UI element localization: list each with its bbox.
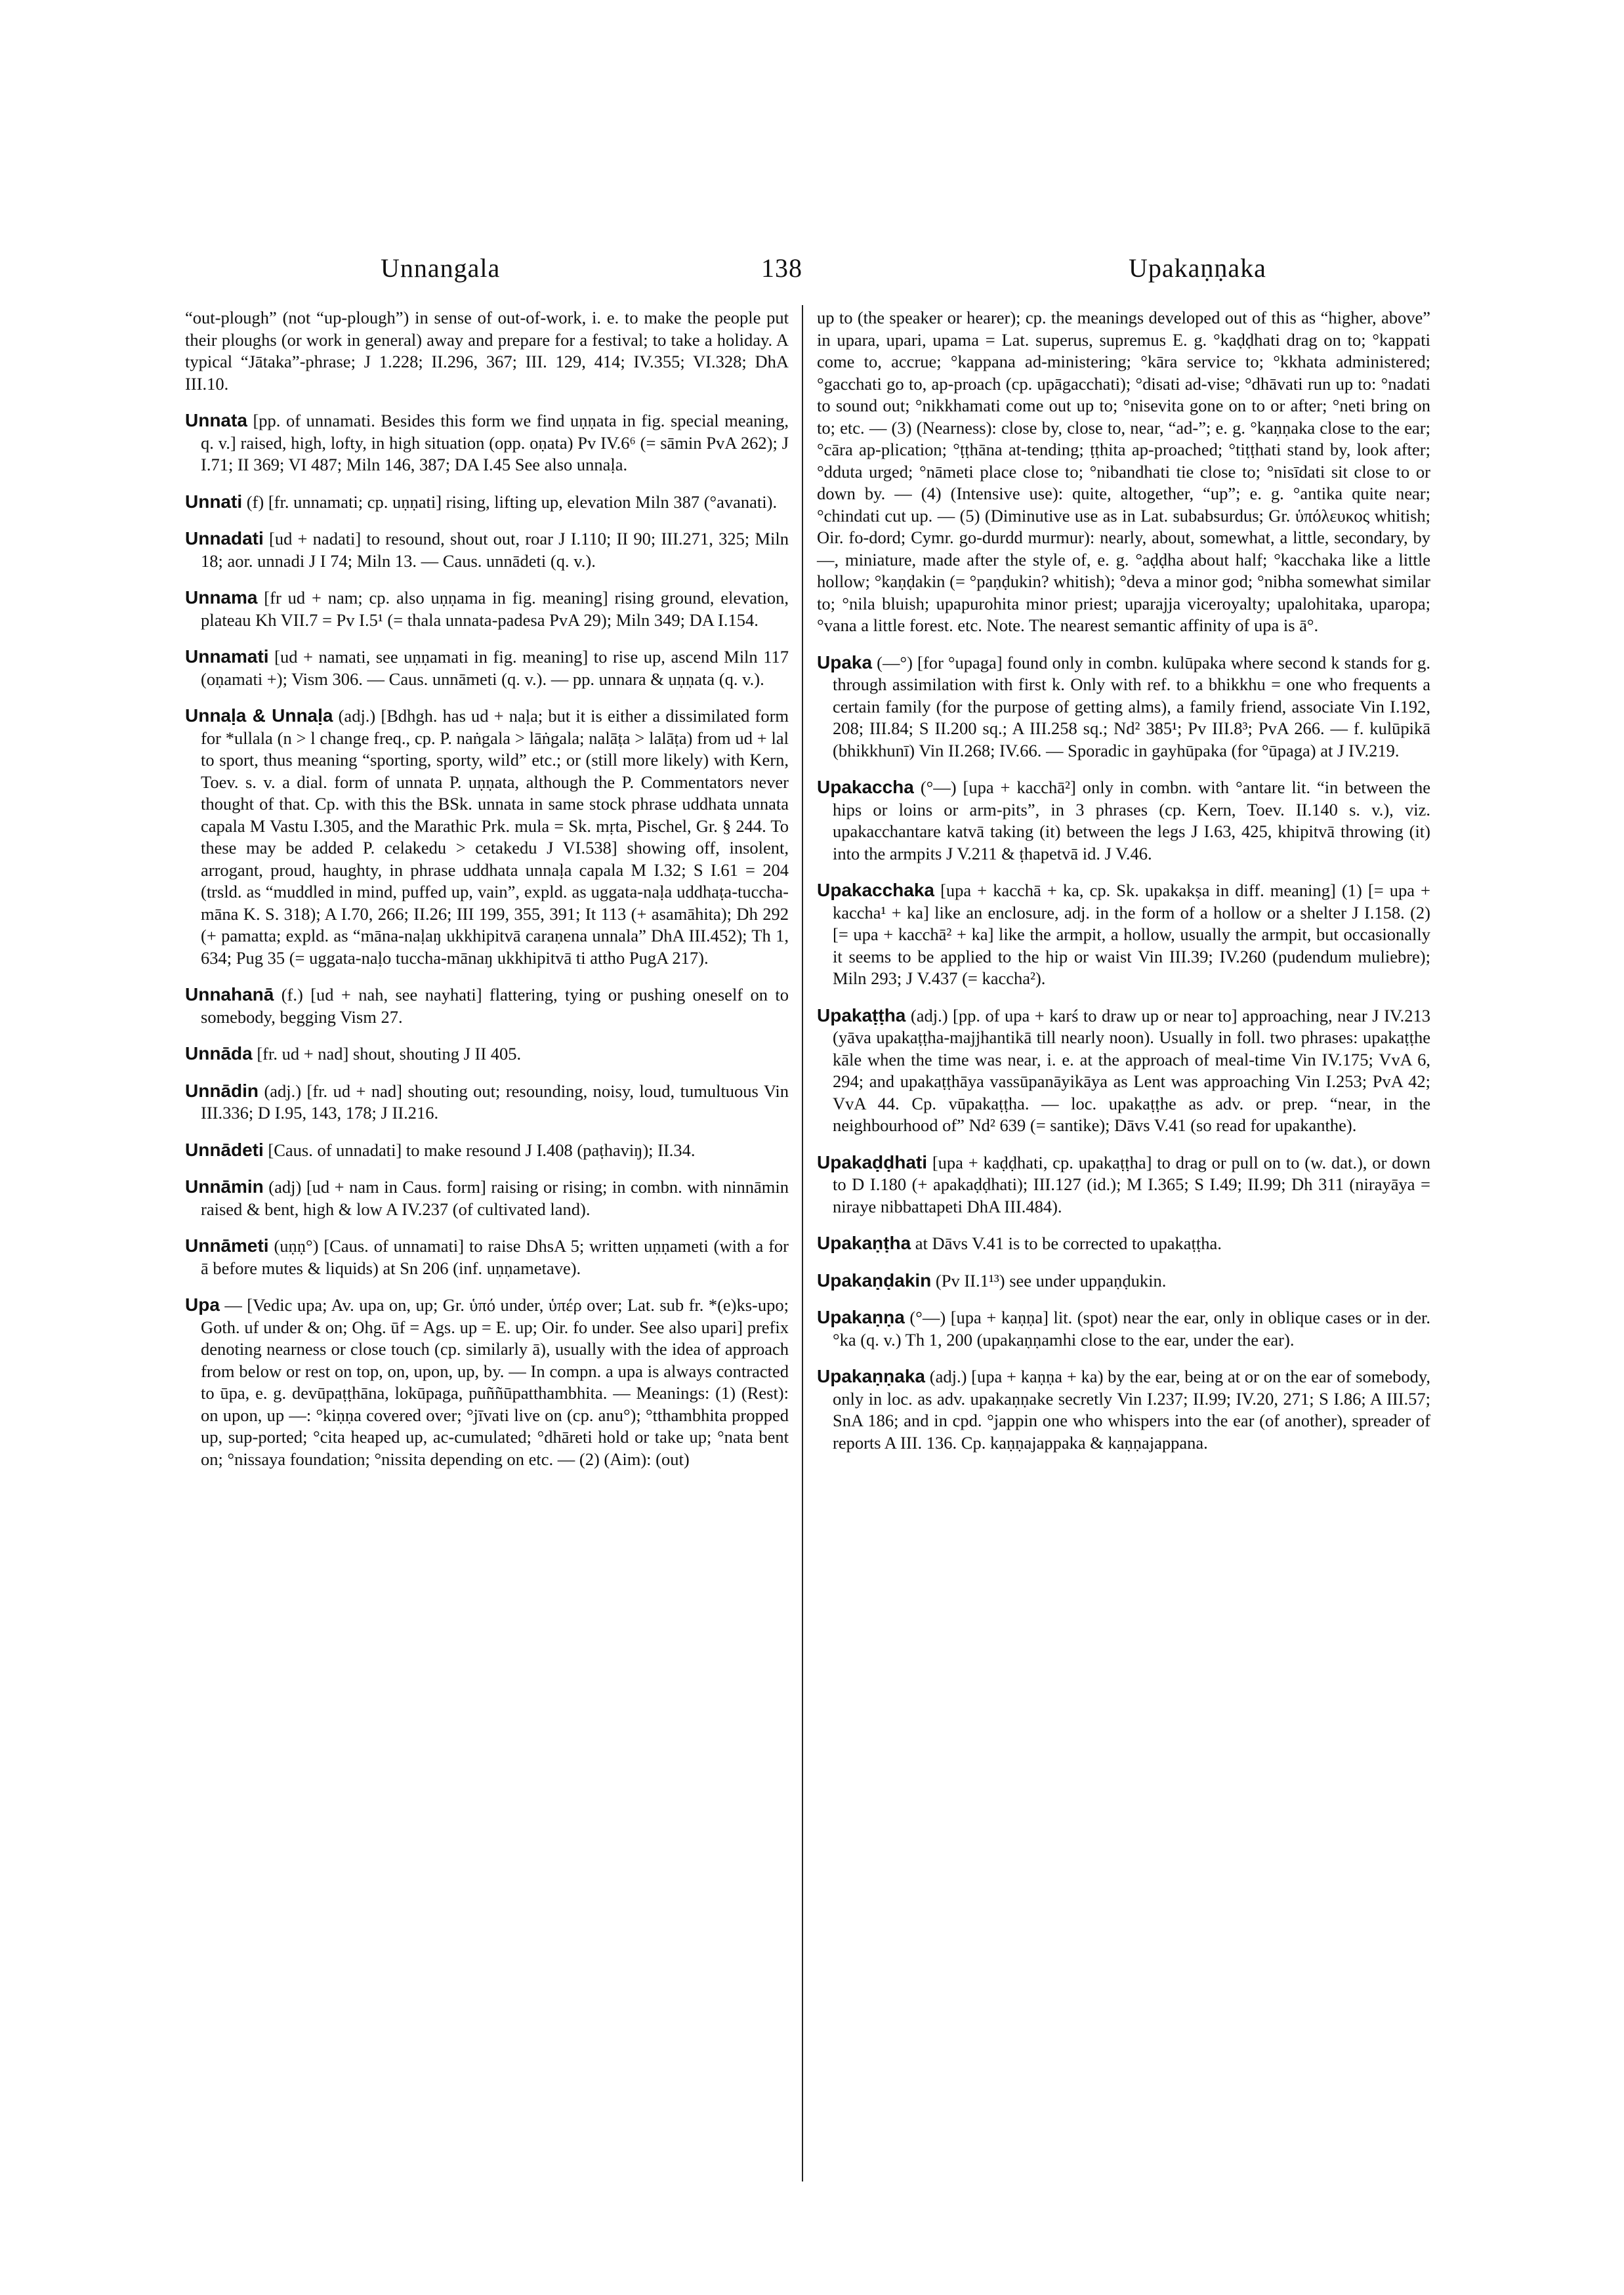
entry-text: [ud + nadati] to resound, shout out, roar J I.110; II 90; III.271, 325; Miln 18; aor. unnadi J I 74; Miln 13. — Caus. unnādeti (q. v.). [201,529,789,571]
entry-text: [fr. ud + nad] shout, shouting J II 405. [252,1044,522,1064]
entry-headword: Unnādeti [185,1139,264,1160]
page-number: 138 [761,253,802,283]
entry-headword: Upakaḍḍhati [817,1151,928,1172]
entry-headword: Unnādin [185,1080,259,1101]
header-first-headword: Unnangala [381,253,501,283]
entry-headword: Unnāmin [185,1176,264,1197]
dictionary-entry [817,1004,1430,1137]
entry-text: (adj.) [pp. of upa + karś to draw up or near to] approaching, near J IV.213 (yāva upakaṭṭha-majjhantikā till nearly noon). Usually in foll. two phrases: upakaṭṭhe kāle when the time was near, i. e. at the approach of meal-time Vin IV.175; VvA 6, 294; and upakaṭṭhāya vassūpanāyikāya as Lent was approaching Vin I.253; PvA 42; VvA 44. Cp. vūpakaṭṭha. — loc. upakaṭṭhe as adv. or prep. “near, in the neighbourhood of” Nd² 639 (= santike); Dāvs V.41 (so read for upakanthe). [833,1005,1430,1135]
entry-text: (adj.) [upa + kaṇṇa + ka) by the ear, being at or on the ear of somebody, only in loc. as adv. upakaṇṇake secretly Vin I.237; II.99; IV.20, 271; S I.86; A III.57; SnA 186; and in cpd. °jappin one who whispers into the ear (of another), spreader of reports A III. 136. Cp. kaṇṇajappaka & kaṇṇajappana. [833,1367,1430,1453]
dictionary-entry [817,651,1430,762]
column-divider [802,305,803,2181]
entry-text: “out-plough” (not “up-plough”) in sense of out-of-work, i. e. to make the people put their ploughs (or work in general) away and prepare for a festival; to take a holiday. A typical “Jātaka”-phrase; J 1.228; II.296, 367; III. 129, 414; IV.355; VI.328; DhA III.10. [185,308,789,394]
entry-text: — [Vedic upa; Av. upa on, up; Gr. ὑπό under, ὑπέρ over; Lat. sub fr. *(e)ks-upo; Goth. uf under & on; Ohg. ūf = Ags. up = E. up; Oir. fo under. See also upari] prefix denoting nearness or close touch (cp. similarly ā), usually with the idea of approach from below or rest on top, on, upon, up, by. — In compn. a upa is always contracted to ūpa, e. g. devūpaṭṭhāna, lokūpaga, puññūpatthambhita. — Meanings: (1) (Rest): on upon, up —: °kiṇṇa covered over; °jīvati live on (cp. anu°); °tthambhita propped up, sup-ported; °cita heaped up, ac-cumulated; °dhāreti hold or take up; °nata bent on; °nissaya foundation; °nissita depending on etc. — (2) (Aim): (out) [201,1295,789,1469]
dictionary-entry [817,776,1430,865]
dictionary-entry [185,527,789,572]
entry-text: [ud + namati, see uṇṇamati in fig. meaning] to rise up, ascend Miln 117 (oṇamati +); Vism 306. — Caus. unnāmeti (q. v.). — pp. unnara & uṇṇata (q. v.). [201,647,789,689]
dictionary-entry [185,646,789,690]
entry-text: (°—) [upa + kacchā²] only in combn. with °antare lit. “in between the hips or loins or arm-pits”, in 3 phrases (cp. Kern, Toev. II.140 s. v.), viz. upakacchantare katvā taking (it) between the legs J I.63, 425, khipitvā throwing (it) into the armpits J V.211 & ṭhapetvā id. J V.46. [833,777,1430,863]
entry-text: [upa + kaḍḍhati, cp. upakaṭṭha] to drag or pull on to (w. dat.), or down to D I.180 (+ apakaḍḍhati); III.127 (id.); M I.365; S I.49; II.99; Dh 311 (nirayāya = niraye nibbattapeti DhA III.484). [833,1152,1430,1216]
entry-headword: Upaka [817,651,873,672]
entry-text: (adj.) [fr. ud + nad] shouting out; resounding, noisy, loud, tumultuous Vin III.336; D I.95, 143, 178; J II.216. [201,1081,789,1123]
dictionary-entry [185,1080,789,1125]
entry-headword: Upakaṇṇa [817,1307,905,1327]
dictionary-entry [817,1365,1430,1454]
header-last-headword: Upakaṇṇaka [1129,253,1266,283]
entry-text: at Dāvs V.41 is to be corrected to upakaṭṭha. [911,1233,1222,1253]
entry-headword: Upakaṇṭha [817,1233,911,1253]
dictionary-entry [185,409,789,476]
entry-headword: Unnata [185,410,247,430]
dictionary-entry [817,1151,1430,1218]
dictionary-entry [817,879,1430,990]
dictionary-entry [185,491,789,514]
entry-headword: Unnama [185,587,258,608]
entry-headword: Upakaṭṭha [817,1004,906,1025]
right-column [817,307,1430,1468]
entry-headword: Unnaḷa & Unnaḷa [185,705,333,726]
entry-text: (adj) [ud + nam in Caus. form] raising or rising; in combn. with ninnāmin raised & bent, high & low A IV.237 (of cultivated land). [201,1177,789,1219]
dictionary-entry [817,307,1430,637]
entry-text: (adj.) [Bdhgh. has ud + naḷa; but it is either a dissimilated form for *ullala (n > l change freq., cp. P. naṅgala > lāṅgala; nalāṭa > lalāṭa) from ud + lal to sport, thus meaning “sporting, sporty, wild” etc.; or (still more likely) with Kern, Toev. s. v. a dial. form of unnata P. uṇṇata, although the P. Commentators never thought of that. Cp. with this the BSk. unnata in same stock phrase uddhata unnata capala M Vastu I.305, and the Marathic Prk. mula = Sk. mṛta, Pischel, Gr. § 244. To these may be added P. celakedu > cetakedu J VI.538] showing off, insolent, arrogant, proud, haughty, in phrase uddhata unnaḷa capala M I.32; S I.61 = 204 (trsld. as “muddled in mind, puffed up, vain”, expld. as uggata-naḷa uddhaṭa-tuccha-māna K. S. 318); A I.70, 266; II.26; III 199, 355, 391; It 113 (+ asamāhita); Dh 292 (+ pamatta; expld. as “māna-naḷaŋ ukkhipitvā caraṇena unnala” DhA III.452); Th 1, 634; Pug 35 (= uggata-naḷo tuccha-mānaŋ ukkhipitvā ti attho PugA 217). [201,706,789,968]
dictionary-entry [817,1232,1430,1255]
dictionary-entry [185,1235,789,1279]
entry-headword: Unnadati [185,528,264,548]
dictionary-entry [185,1294,789,1470]
running-header [0,253,1624,299]
entry-headword: Upakaṇḍakin [817,1270,932,1291]
dictionary-entry [185,1043,789,1065]
entry-headword: Upa [185,1294,220,1315]
entry-text: [pp. of unnamati. Besides this form we find uṇṇata in fig. special meaning, q. v.] raised, high, lofty, in high situation (opp. oṇata) Pv IV.6⁶ (= sāmin PvA 262); J I.71; II 369; VI 487; Miln 146, 387; DA I.45 See also unnaḷa. [201,411,789,474]
entry-text: (—°) [for °upaga] found only in combn. kulūpaka where second k stands for g. through assimilation with first k. Only with ref. to a bhikkhu = one who frequents a certain family (for the purpose of getting alms), a family friend, associate Vin I.192, 208; III.84; S II.200 sq.; A III.258 sq.; Nd² 385¹; Pv III.8³; PvA 266. — f. kulūpikā (bhikkhunī) Vin II.268; IV.66. — Sporadic in gayhūpaka (for °ūpaga) at J IV.219. [833,652,1430,760]
entry-headword: Unnati [185,491,243,512]
entry-text: (uṇṇ°) [Caus. of unnamati] to raise DhsA 5; written uṇṇameti (with a for ā before mutes & liquids) at Sn 206 (inf. uṇṇametave). [201,1236,789,1278]
dictionary-entry [185,587,789,631]
entry-text: (°—) [upa + kaṇṇa] lit. (spot) near the ear, only in oblique cases or in der. °ka (q. v.) Th 1, 200 (upakaṇṇamhi close to the ear, under the ear). [833,1308,1430,1350]
entry-headword: Unnahanā [185,984,274,1004]
dictionary-entry [185,1176,789,1220]
entry-text: [Caus. of unnadati] to make resound J I.408 (paṭhaviŋ); II.34. [263,1140,696,1160]
entry-headword: Unnāmeti [185,1235,269,1256]
dictionary-entry [185,1139,789,1162]
entry-headword: Upakaccha [817,777,914,797]
entry-text: (Pv II.1¹³) see under uppaṇḍukin. [931,1270,1167,1291]
dictionary-entry [185,983,789,1028]
entry-text: up to (the speaker or hearer); cp. the meanings developed out of this as “higher, above” in upara, upari, upama = Lat. superus, supremus E. g. °kaḍḍhati drag on to; °kappati come to, accrue; °kappana ad-ministering; °kāra service to; °kkhata administered; °gacchati go to, ap-proach (cp. upāgacchati); °disati ad-vise; °dhāvati run up to: °nadati to sound out; °nikkhamati come out up to; °nisevita gone on to or after; °neti bring on to; etc. — (3) (Nearness): close by, close to, near, “ad-”; e. g. °kaṇṇaka close to the ear; °cāra ap-plication; °ṭṭhāna at-tending; ṭṭhita ap-proached; °tiṭṭhati stand by, look after; °dduta urged; °nāmeti place close to; °nibandhati tie close to; °nisīdati sit close to or down by. — (4) (Intensive use): quite, altogether, “up”; e. g. °antika quite near; °chindati cut up. — (5) (Diminutive use as in Lat. subabsurdus; Gr. ὑπόλευκος whitish; Oir. fo-dord; Cymr. go-durdd murmur): nearly, about, somewhat, a little, secondary, by —, miniature, made after the style of, e. g. °aḍḍha about half; °kacchaka like a little hollow; °kaṇḍakin (= °paṇḍukin? whitish); °deva a minor god; °nibha somewhat similar to; °nila bluish; upapurohita minor priest; uparajja viceroyalty; upalohitaka, uparopa; °vana a little forest. etc. Note. The nearest semantic affinity of upa is ā°. [817,308,1430,635]
entry-headword: Unnāda [185,1043,253,1064]
entry-text: [fr ud + nam; cp. also uṇṇama in fig. meaning] rising ground, elevation, plateau Kh VII.7 = Pv I.5¹ (= thala unnata-padesa PvA 29); Miln 349; DA I.154. [201,588,789,630]
dictionary-entry [185,705,789,969]
entry-text: (f) [fr. unnamati; cp. uṇṇati] rising, lifting up, elevation Miln 387 (°avanati). [242,491,778,512]
dictionary-entry [185,307,789,395]
entry-headword: Upakacchaka [817,880,935,900]
entry-text: (f.) [ud + nah, see nayhati] flattering, tying or pushing oneself on to somebody, begging Vism 27. [201,985,789,1027]
dictionary-entry [817,1270,1430,1292]
entry-text: [upa + kacchā + ka, cp. Sk. upakakṣa in diff. meaning] (1) [= upa + kaccha¹ + ka] like an enclosure, adj. in the form of a hollow or a shelter J I.158. (2) [= upa + kacchā² + ka] like the armpit, a hollow, usually the armpit, but occasionally it seems to be applied to the hip or waist Vin III.39; IV.260 (pudendum muliebre); Miln 293; J V.437 (= kaccha²). [833,880,1430,988]
entry-headword: Upakaṇṇaka [817,1366,925,1386]
dictionary-entry [817,1306,1430,1351]
left-column [185,307,789,1485]
entry-headword: Unnamati [185,646,269,667]
